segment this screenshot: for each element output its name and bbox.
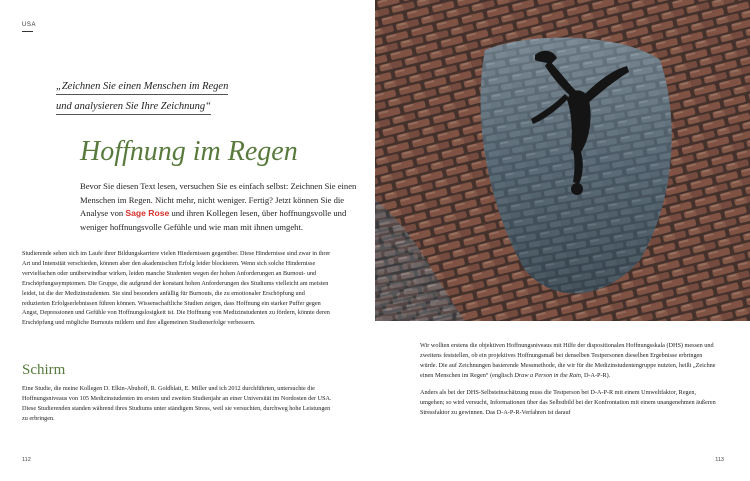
section-tag: USA bbox=[22, 22, 37, 28]
section-tag-rule bbox=[22, 31, 33, 32]
pull-quote bbox=[56, 78, 276, 118]
right-paragraph-1-before: Wir wollten erstens die objektiven Hoffnungsniveaus mit Hilfe der dispositionalen Hoffnungsskala (DHS) messen und zweitens feststellen, ob ein projektives Hoffnungsmaß bei denselben Testpersonen dieselben Ergebnisse erbringen würde. Die auf Zeichnungen basierende Messmethode, die wir für die Medizinstudentengruppe nutzten, heißt „Zeichne einen Menschen im Regen“ (englisch bbox=[420, 342, 716, 379]
page-number-right: 113 bbox=[715, 457, 724, 463]
article-headline: Hoffnung im Regen bbox=[80, 136, 298, 167]
right-paragraph-1-after: , D-A-P-R). bbox=[580, 371, 611, 379]
lead-paragraph bbox=[80, 180, 370, 234]
pull-quote-line-1: „Zeichnen Sie einen Menschen im Regen bbox=[56, 80, 228, 95]
lead-text-before: Bevor Sie diesen Text lesen, versuchen Sie es einfach selbst: Zeichnen Sie einen Menschen im Regen. Nicht mehr, nicht weniger. Fertig? Jetzt können Sie die Analyse von bbox=[80, 181, 357, 218]
page-number-left: 112 bbox=[22, 457, 31, 463]
author-name: Sage Rose bbox=[125, 208, 170, 218]
section-subhead: Schirm bbox=[22, 362, 66, 378]
right-paragraph-2: Anders als bei der DHS-Selbsteinschätzung muss die Testperson bei D-A-P-R mit einem Umweltfaktor, Regen, umgehen; so wird versucht, Informationen über das Selbstbild bei der Konfrontation mit einem unangenehmen äußeren Stressfaktor zu gewinnen. Das D-A-P-R-Verfahren ist darauf bbox=[420, 389, 716, 416]
lead-text-after: und ihren Kollegen lesen, über hoffnungsvolle und weniger hoffnungsvolle Gefühle und wie man mit ihnen umgeht. bbox=[80, 208, 347, 232]
study-paragraph: Eine Studie, die meine Kollegen D. Elkin-Abuhoff, R. Goldblatt, E. Miller und ich 2012 durchführten, untersuchte die Hoffnungsniveaus von 105 Medizinstudenten im ersten und zweiten Studienjahr an einer Universität im Nordosten der USA. Diese Studierenden standen während ihres Studiums unter ständigem Stress, weil sie versuchten, durchweg hohe Leistungen zu erbringen. bbox=[22, 385, 332, 422]
right-page bbox=[375, 0, 750, 481]
dapr-english-title: Draw a Person in the Rain bbox=[514, 371, 581, 379]
photo-illustration bbox=[375, 0, 750, 321]
pull-quote-line-2: und analysieren Sie Ihre Zeichnung“ bbox=[56, 100, 211, 115]
intro-paragraph: Studierende sehen sich im Laufe ihrer Bildungskarriere vielen Hindernissen gegenüber. Diese Hindernisse sind zwar in ihrer Art und Intensität verschieden, können aber den akademischen Erfolg leider blockieren. Wenn sich solche Hindernisse vervielfachen oder unüberwindbar wirken, leiden manche Studenten wegen der hohen Anforderungen an Burnout- und Erschöpfungssymptomen. Die Gruppe, die aufgrund der konstant hohen Anforderungen des Studiums vielleicht am meisten leidet, ist die der Medizinstudenten. Sie sind besonders anfällig für Burnouts, die zu emotionaler Erschöpfung und reduzierten Erfolgserlebnissen führen können. Wissenschaftliche Studien zeigen, dass Hoffnung ein starker Puffer gegen Angst, Depressionen und Gefühle von Hoffnungslosigkeit ist. Die Hoffnung von Medizinstudenten zu fördern, könnte deren Erschöpfung und mögliche Burnouts mildern und ihre allgemeinen Studienerfolge verbessern. bbox=[22, 250, 331, 327]
puddle-reflection-photo bbox=[375, 0, 750, 321]
right-paragraph-1 bbox=[420, 341, 720, 381]
